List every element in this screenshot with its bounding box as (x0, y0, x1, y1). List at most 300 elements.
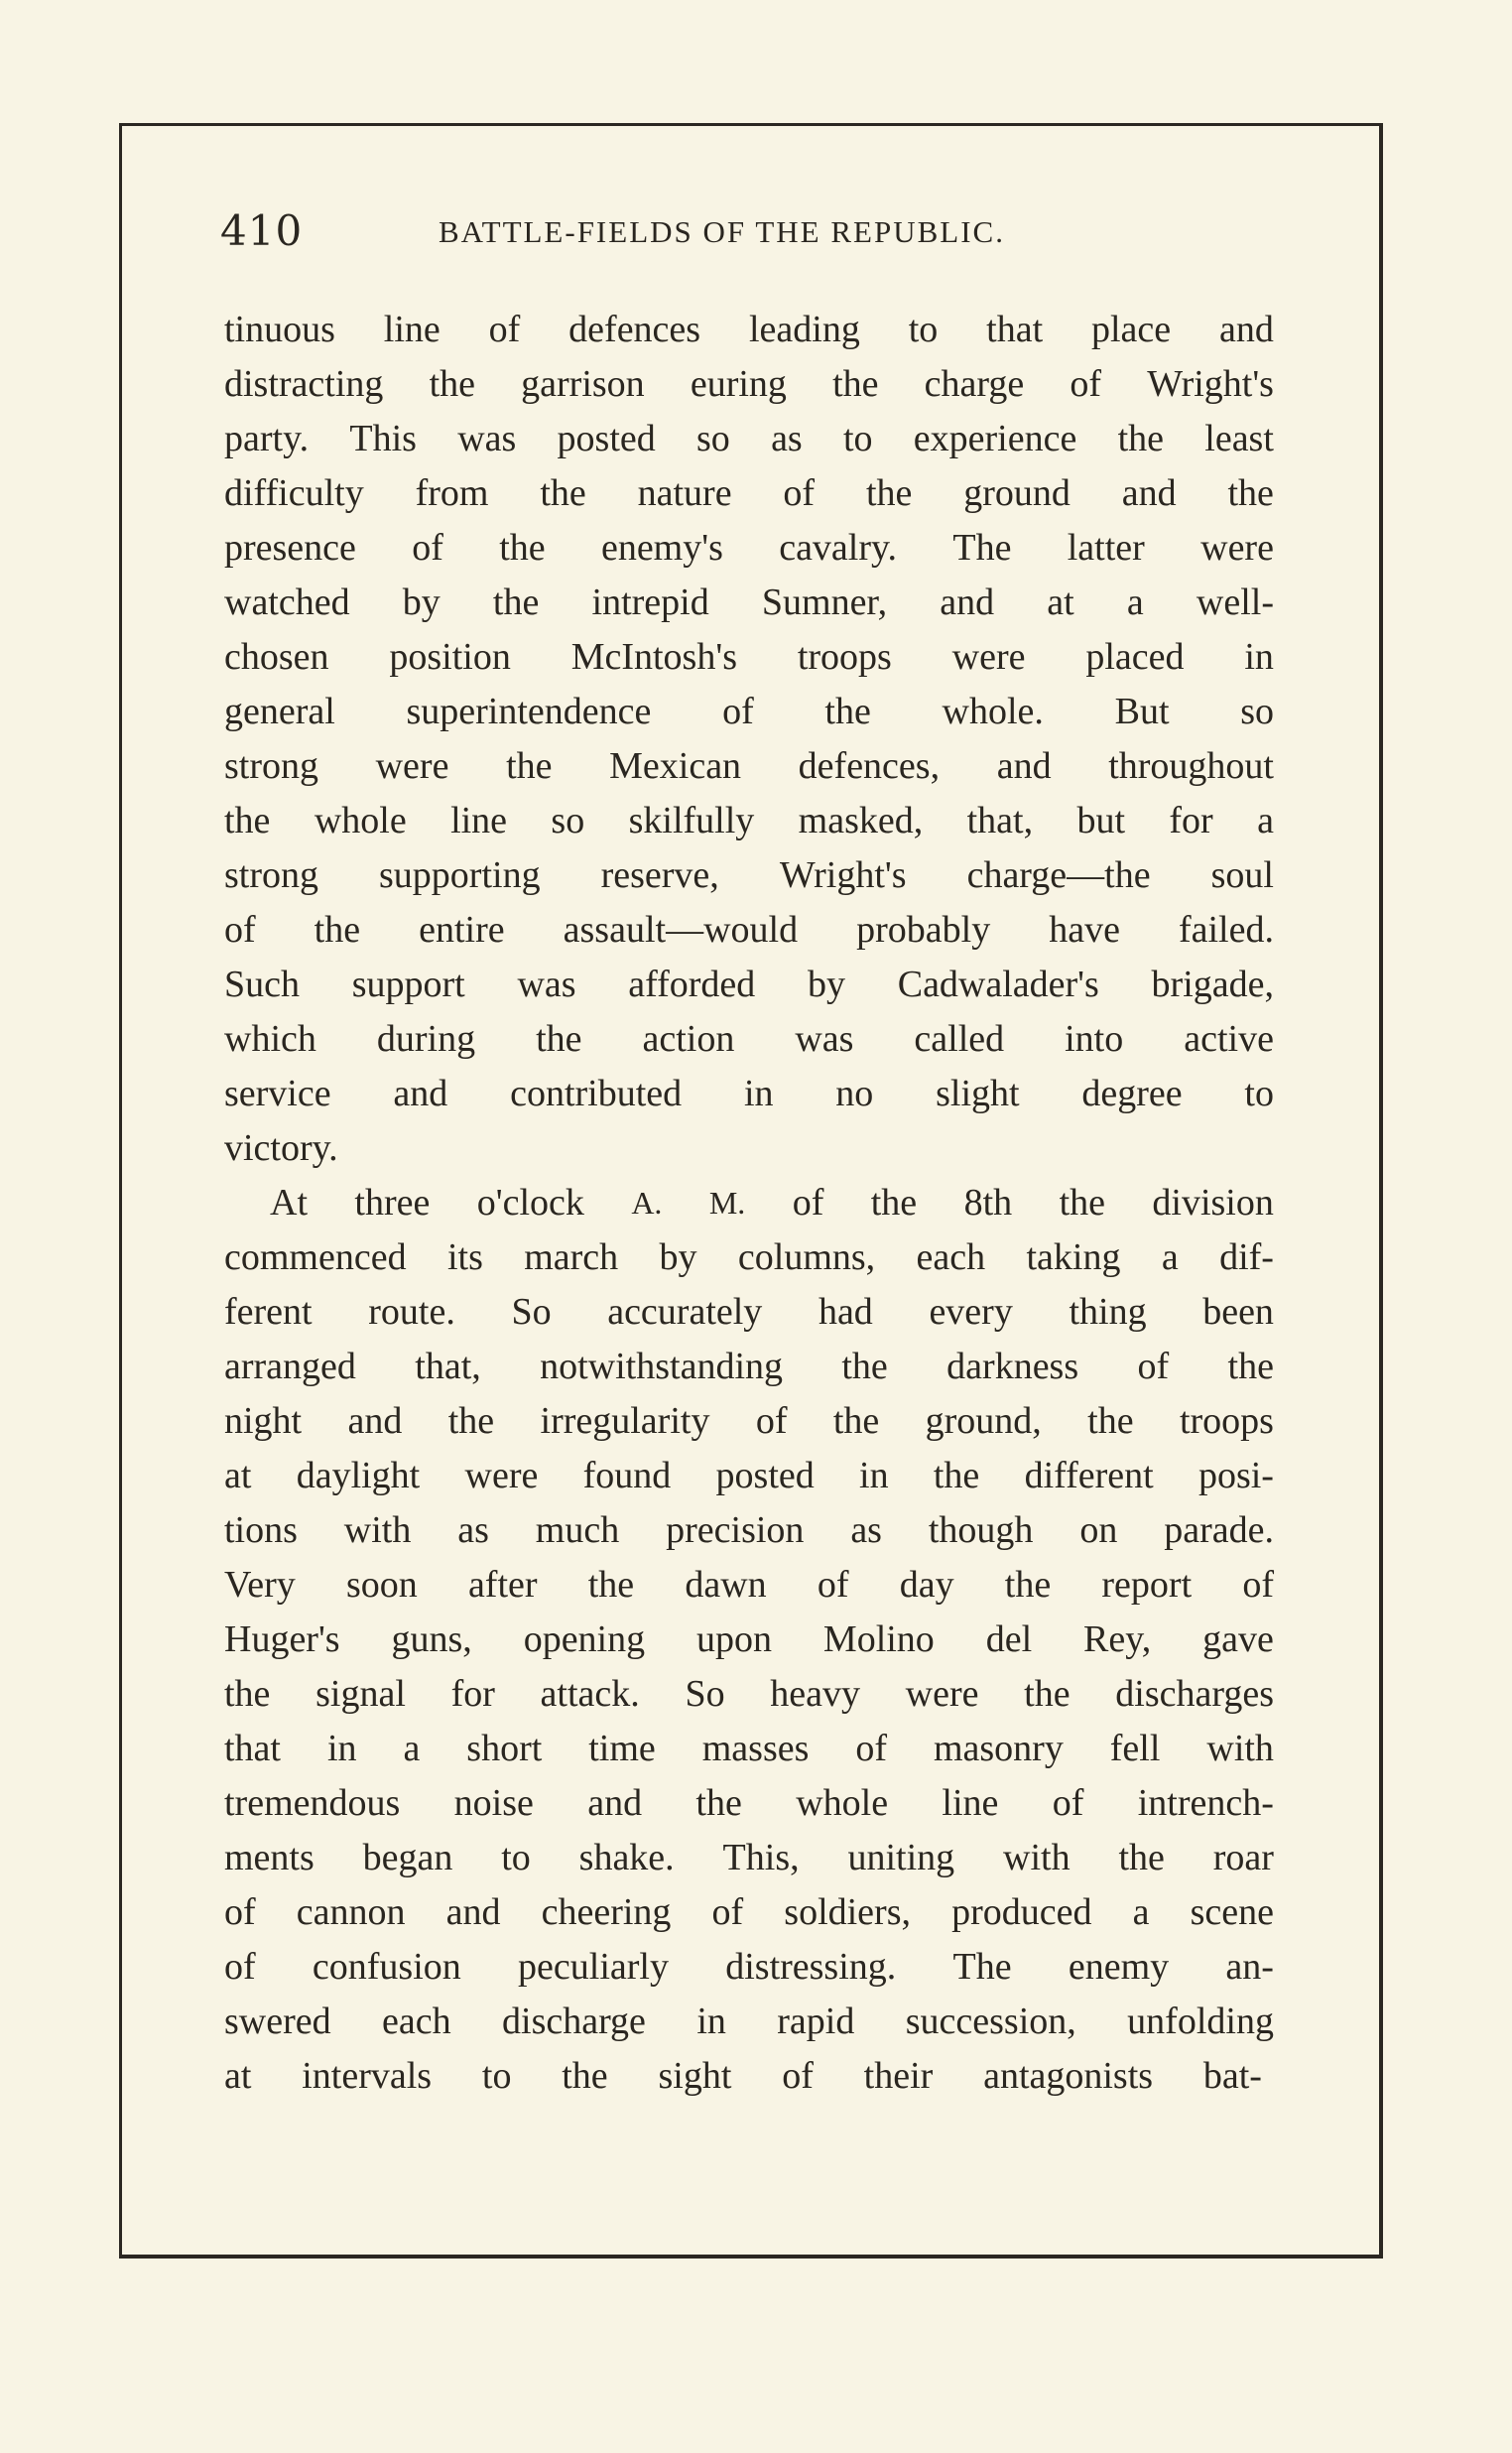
word: of (1070, 363, 1102, 405)
word: three (354, 1182, 431, 1224)
word: The (952, 1946, 1012, 1988)
word: of (817, 1564, 849, 1606)
word: as (771, 418, 803, 459)
word: by (808, 964, 845, 1005)
text-line (224, 1012, 1274, 1067)
word: posted (557, 418, 656, 459)
word: Molino (822, 1618, 935, 1660)
word: tions (224, 1509, 298, 1551)
word: entire (419, 909, 505, 951)
word: guns, (391, 1618, 472, 1660)
word: This, (722, 1837, 800, 1878)
text-line (224, 794, 1274, 848)
word: place (1091, 309, 1172, 350)
word: charge (924, 363, 1025, 405)
word: experience (913, 418, 1077, 459)
word: intrepid (591, 581, 709, 623)
word: called (914, 1018, 1005, 1060)
word: of (792, 1182, 824, 1224)
word: roar (1212, 1837, 1274, 1878)
word: skilfully (628, 800, 755, 841)
text-line (224, 1121, 1274, 1176)
word: But (1114, 691, 1170, 732)
word: different (1024, 1455, 1154, 1496)
word: to (842, 418, 873, 459)
word: soldiers, (784, 1891, 911, 1933)
word: of (1052, 1782, 1084, 1824)
word: ments (224, 1837, 315, 1878)
word: masses (701, 1728, 810, 1769)
word: of (1242, 1564, 1274, 1606)
word: So (511, 1291, 552, 1333)
word: Rey, (1083, 1618, 1152, 1660)
word: each (382, 2001, 451, 2042)
word: enemy (1068, 1946, 1170, 1988)
word: peculiarly (518, 1946, 669, 1988)
word: line (942, 1782, 999, 1824)
word: o'clock (476, 1182, 584, 1224)
word: Wright's (1147, 363, 1274, 405)
word: produced (951, 1891, 1092, 1933)
word: attack. (540, 1673, 640, 1715)
word: was (517, 964, 576, 1005)
word: M. (708, 1185, 746, 1221)
word: degree (1081, 1073, 1183, 1114)
word: distressing. (725, 1946, 897, 1988)
word: dif- (1219, 1236, 1274, 1278)
word: strong (224, 854, 318, 896)
word: masonry (933, 1728, 1064, 1769)
word: began (362, 1837, 453, 1878)
word: ground, (925, 1400, 1042, 1442)
word: commenced (224, 1236, 407, 1278)
word: noise (453, 1782, 534, 1824)
word: in (859, 1455, 889, 1496)
word: the (562, 2055, 608, 2097)
word: a (1161, 1236, 1179, 1278)
word: euring (690, 363, 787, 405)
word: route. (368, 1291, 455, 1333)
text-line (224, 630, 1274, 685)
word: the (1087, 1400, 1134, 1442)
word: that (224, 1728, 281, 1769)
word: charge—the (966, 854, 1151, 896)
word: probably (856, 909, 991, 951)
word: swered (224, 2001, 331, 2042)
text-line (224, 1776, 1274, 1831)
word: for (450, 1673, 495, 1715)
word: no (835, 1073, 874, 1114)
word: the (824, 691, 871, 732)
word: to (1244, 1073, 1274, 1114)
word: march (524, 1236, 619, 1278)
word: at (1047, 581, 1074, 623)
word: was (795, 1018, 854, 1060)
word: whole (314, 800, 407, 841)
word: was (457, 418, 517, 459)
word: with (1206, 1728, 1274, 1769)
word: of (224, 1946, 256, 1988)
text-line (224, 958, 1274, 1012)
text-line (224, 2049, 1274, 2104)
word: by (402, 581, 441, 623)
word: that, (966, 800, 1034, 841)
word: the (540, 472, 586, 514)
text-line (224, 1394, 1274, 1449)
word: precision (666, 1509, 805, 1551)
word: tremendous (224, 1782, 401, 1824)
word: into (1065, 1018, 1124, 1060)
word: A. (631, 1185, 663, 1221)
word: division (1152, 1182, 1274, 1224)
text-line (224, 739, 1274, 794)
text-line (224, 521, 1274, 576)
word: that, (415, 1346, 481, 1387)
word: arranged (224, 1346, 356, 1387)
word: the (1117, 418, 1165, 459)
word: night (224, 1400, 303, 1442)
text-line (224, 1067, 1274, 1121)
word: succession, (905, 2001, 1076, 2042)
word: strong (224, 745, 318, 787)
word: victory. (224, 1127, 338, 1169)
word: the (429, 363, 475, 405)
word: signal (315, 1673, 406, 1715)
word: nature (637, 472, 732, 514)
word: irregularity (540, 1400, 710, 1442)
word: the (1059, 1182, 1105, 1224)
word: in (696, 2001, 726, 2042)
word: bat- (1202, 2055, 1262, 2097)
word: found (582, 1455, 672, 1496)
word: assault—would (563, 909, 799, 951)
word: and (445, 1891, 501, 1933)
word: of (224, 909, 256, 951)
word: their (863, 2055, 934, 2097)
word: and (1219, 309, 1274, 350)
word: had (818, 1291, 873, 1333)
word: opening (523, 1618, 646, 1660)
word: of (755, 1400, 788, 1442)
word: 8th (963, 1182, 1013, 1224)
word: Wright's (779, 854, 907, 896)
word: the (492, 581, 540, 623)
word: dawn (685, 1564, 767, 1606)
word: least (1204, 418, 1274, 459)
word: well- (1196, 581, 1274, 623)
word: reserve, (600, 854, 719, 896)
word: thing (1069, 1291, 1147, 1333)
word: as (457, 1509, 489, 1551)
word: accurately (607, 1291, 763, 1333)
text-line (224, 1995, 1274, 2049)
word: position (389, 636, 511, 678)
word: the (224, 1673, 271, 1715)
word: shake. (578, 1837, 675, 1878)
word: to (501, 1837, 531, 1878)
word: discharges (1115, 1673, 1274, 1715)
word: day (899, 1564, 954, 1606)
word: chosen (224, 636, 329, 678)
word: contributed (510, 1073, 683, 1114)
word: Very (224, 1564, 296, 1606)
word: were (464, 1455, 539, 1496)
word: the (1227, 1346, 1274, 1387)
word: were (951, 636, 1026, 678)
word: of (488, 309, 521, 350)
text-line (224, 1340, 1274, 1394)
text-line (224, 412, 1274, 466)
text-line (224, 1558, 1274, 1613)
word: Mexican (609, 745, 742, 787)
word: Sumner, (761, 581, 888, 623)
word: an- (1225, 1946, 1274, 1988)
word: intrench- (1137, 1782, 1274, 1824)
word: as (850, 1509, 882, 1551)
word: daylight (296, 1455, 421, 1496)
word: rapid (777, 2001, 855, 2042)
word: to (908, 309, 939, 350)
word: on (1079, 1509, 1118, 1551)
word: the (832, 1400, 880, 1442)
word: watched (224, 581, 350, 623)
word: intervals (302, 2055, 433, 2097)
running-head: BATTLE-FIELDS OF THE REPUBLIC. (439, 214, 1005, 249)
word: but (1076, 800, 1126, 841)
word: the (695, 1782, 742, 1824)
word: and (587, 1782, 643, 1824)
word: leading (748, 309, 860, 350)
word: support (351, 964, 465, 1005)
word: Cadwalader's (897, 964, 1099, 1005)
word: posted (715, 1455, 815, 1496)
word: Huger's (224, 1618, 340, 1660)
text-line (224, 357, 1274, 412)
text-line (224, 1667, 1274, 1722)
word: failed. (1178, 909, 1274, 951)
word: party. (224, 418, 310, 459)
word: soul (1210, 854, 1274, 896)
word: the (841, 1346, 888, 1387)
word: for (1169, 800, 1213, 841)
text-line (224, 685, 1274, 739)
word: parade. (1164, 1509, 1274, 1551)
word: the (865, 472, 913, 514)
text-line (224, 303, 1274, 357)
word: darkness (946, 1346, 1079, 1387)
word: defences (568, 309, 701, 350)
word: columns, (737, 1236, 876, 1278)
word: cheering (541, 1891, 672, 1933)
word: the (870, 1182, 918, 1224)
word: heavy (770, 1673, 860, 1715)
word: short (466, 1728, 543, 1769)
page-number: 410 (220, 206, 304, 255)
word: placed (1085, 636, 1185, 678)
word: so (696, 418, 730, 459)
word: troops (797, 636, 892, 678)
word: the (499, 527, 546, 569)
word: scene (1190, 1891, 1274, 1933)
word: McIntosh's (570, 636, 737, 678)
word: fell (1109, 1728, 1161, 1769)
word: the (1227, 472, 1274, 514)
word: So (685, 1673, 725, 1715)
word: the (587, 1564, 635, 1606)
word: from (415, 472, 489, 514)
text-line (224, 466, 1274, 521)
text-line (224, 1613, 1274, 1667)
word: garrison (521, 363, 645, 405)
word: action (642, 1018, 735, 1060)
word: during (376, 1018, 476, 1060)
word: though (928, 1509, 1034, 1551)
word: latter (1067, 527, 1145, 569)
word: presence (224, 527, 356, 569)
word: notwithstanding (540, 1346, 784, 1387)
word: of (782, 2055, 814, 2097)
word: defences, (798, 745, 941, 787)
word: after (467, 1564, 538, 1606)
text-line (224, 1449, 1274, 1503)
word: the (536, 1018, 582, 1060)
word: ground (963, 472, 1071, 514)
word: confusion (312, 1946, 461, 1988)
word: a (403, 1728, 421, 1769)
word: superintendence (406, 691, 652, 732)
word: with (1003, 1837, 1071, 1878)
word: distracting (224, 363, 384, 405)
word: which (224, 1018, 316, 1060)
word: have (1049, 909, 1120, 951)
word: whole (796, 1782, 889, 1824)
word: time (588, 1728, 656, 1769)
word: the (1118, 1837, 1165, 1878)
word: of (1137, 1346, 1170, 1387)
page-header (220, 206, 1272, 266)
word: tinuous (224, 309, 335, 350)
word: gave (1202, 1618, 1274, 1660)
word: throughout (1108, 745, 1274, 787)
word: and (393, 1073, 448, 1114)
word: Such (224, 964, 300, 1005)
word: each (916, 1236, 986, 1278)
word: of (855, 1728, 887, 1769)
word: in (1244, 636, 1274, 678)
word: the (1024, 1673, 1071, 1715)
word: of (711, 1891, 744, 1933)
word: troops (1179, 1400, 1274, 1442)
word: and (996, 745, 1052, 787)
word: afforded (628, 964, 756, 1005)
word: to (481, 2055, 512, 2097)
word: ferent (224, 1291, 313, 1333)
word: active (1184, 1018, 1274, 1060)
word: that (986, 309, 1044, 350)
word: enemy's (600, 527, 723, 569)
word: and (347, 1400, 403, 1442)
text-line (224, 1885, 1274, 1940)
word: whole. (942, 691, 1044, 732)
word: brigade, (1151, 964, 1274, 1005)
word: difficulty (224, 472, 364, 514)
word: and (1121, 472, 1177, 514)
word: the (224, 800, 271, 841)
word: the (832, 363, 879, 405)
word: of (722, 691, 754, 732)
word: line (383, 309, 441, 350)
word: every (929, 1291, 1013, 1333)
text-line (224, 903, 1274, 958)
word: a (1257, 800, 1274, 841)
word: a (1126, 581, 1144, 623)
word: upon (696, 1618, 773, 1660)
text-line (224, 1285, 1274, 1340)
word: of (412, 527, 443, 569)
word: uniting (847, 1837, 955, 1878)
text-line (224, 1722, 1274, 1776)
word: of (783, 472, 816, 514)
word: general (224, 691, 335, 732)
word: del (985, 1618, 1033, 1660)
text-line (224, 1503, 1274, 1558)
word: so (1240, 691, 1274, 732)
text-line (224, 576, 1274, 630)
word: antagonists (983, 2055, 1154, 2097)
word: This (349, 418, 417, 459)
word: and (940, 581, 995, 623)
word: a (1132, 1891, 1150, 1933)
word: much (535, 1509, 620, 1551)
word: of (224, 1891, 256, 1933)
word: were (1200, 527, 1274, 569)
word: by (659, 1236, 697, 1278)
word: soon (345, 1564, 418, 1606)
word: in (743, 1073, 774, 1114)
word: the (933, 1455, 980, 1496)
word: cavalry. (779, 527, 898, 569)
word: the (1004, 1564, 1052, 1606)
word: the (314, 909, 361, 951)
text-line (224, 1176, 1274, 1230)
word: posi- (1197, 1455, 1274, 1496)
word: report (1101, 1564, 1193, 1606)
word: The (952, 527, 1012, 569)
text-line (224, 1831, 1274, 1885)
word: unfolding (1127, 2001, 1274, 2042)
word: the (506, 745, 553, 787)
body-text (224, 303, 1274, 2104)
word: line (450, 800, 508, 841)
word: were (375, 745, 449, 787)
text-line (224, 848, 1274, 903)
text-line (224, 1940, 1274, 1995)
word: masked, (798, 800, 924, 841)
word: cannon (296, 1891, 406, 1933)
word: taking (1026, 1236, 1121, 1278)
word: sight (658, 2055, 732, 2097)
word: slight (936, 1073, 1020, 1114)
word: discharge (502, 2001, 646, 2042)
text-line (224, 1230, 1274, 1285)
word: the (447, 1400, 495, 1442)
word: its (446, 1236, 483, 1278)
word: supporting (379, 854, 541, 896)
word: at (224, 2055, 252, 2097)
word: service (224, 1073, 331, 1114)
word: At (270, 1182, 308, 1224)
word: so (551, 800, 585, 841)
